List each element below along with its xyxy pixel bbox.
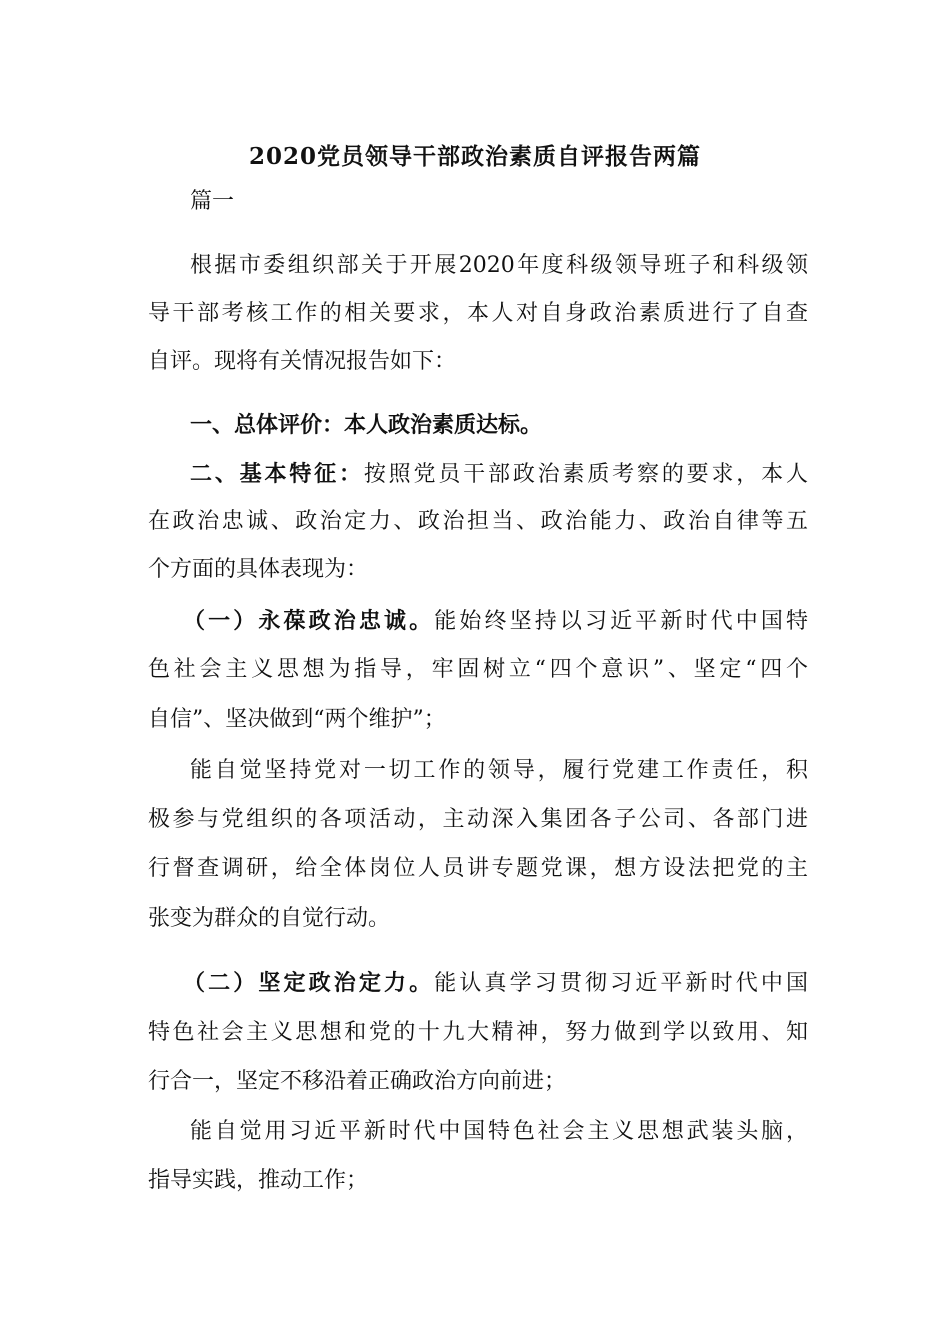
item-one-line-2: 色社会主义思想为指导，牢固树立“四个意识”、坚定“四个 — [148, 657, 808, 682]
item-one-bold: （一）永葆政治忠诚。 — [183, 608, 435, 634]
para-one-line-1: 能自觉坚持党对一切工作的领导，履行党建工作责任，积 — [190, 758, 808, 783]
intro-line-1: 根据市委组织部关于开展2020年度科级领导班子和科级领 — [190, 253, 808, 278]
heading-two-line-3: 个方面的具体表现为： — [148, 557, 369, 582]
document-title: 2020党员领导干部政治素质自评报告两篇 — [248, 143, 701, 170]
item-one-line-1 — [183, 606, 808, 636]
item-two-text: 能认真学习贯彻习近平新时代中国 — [434, 971, 808, 996]
item-two-bold: （二）坚定政治定力。 — [183, 970, 435, 996]
item-one-text: 能始终坚持以习近平新时代中国特 — [434, 609, 808, 634]
para-one-line-4: 张变为群众的自觉行动。 — [148, 906, 391, 931]
intro-line-2: 导干部考核工作的相关要求，本人对自身政治素质进行了自查 — [148, 301, 808, 326]
item-one-line-3: 自信”、坚决做到“两个维护”； — [148, 707, 446, 732]
para-one-line-3: 行督查调研，给全体岗位人员讲专题党课，想方设法把党的主 — [148, 856, 808, 881]
section-label: 篇一 — [190, 189, 235, 214]
heading-two-text: 按照党员干部政治素质考察的要求，本人 — [363, 462, 808, 487]
para-one-line-2: 极参与党组织的各项活动，主动深入集团各子公司、各部门进 — [148, 807, 808, 832]
heading-two-line-2: 在政治忠诚、政治定力、政治担当、政治能力、政治自律等五 — [148, 509, 808, 534]
para-two-line-1: 能自觉用习近平新时代中国特色社会主义思想武装头脑， — [190, 1119, 808, 1144]
heading-two-bold: 二、基本特征： — [190, 461, 364, 487]
intro-line-3: 自评。现将有关情况报告如下： — [148, 349, 457, 374]
item-two-line-3: 行合一，坚定不移沿着正确政治方向前进； — [148, 1069, 567, 1094]
item-two-line-1 — [183, 968, 808, 998]
heading-one — [190, 410, 808, 440]
item-two-line-2: 特色社会主义思想和党的十九大精神，努力做到学以致用、知 — [148, 1020, 808, 1045]
heading-two-line-1 — [190, 459, 808, 489]
heading-one-text: 一、总体评价：本人政治素质达标。 — [190, 412, 543, 438]
para-two-line-2: 指导实践，推动工作； — [148, 1168, 369, 1193]
